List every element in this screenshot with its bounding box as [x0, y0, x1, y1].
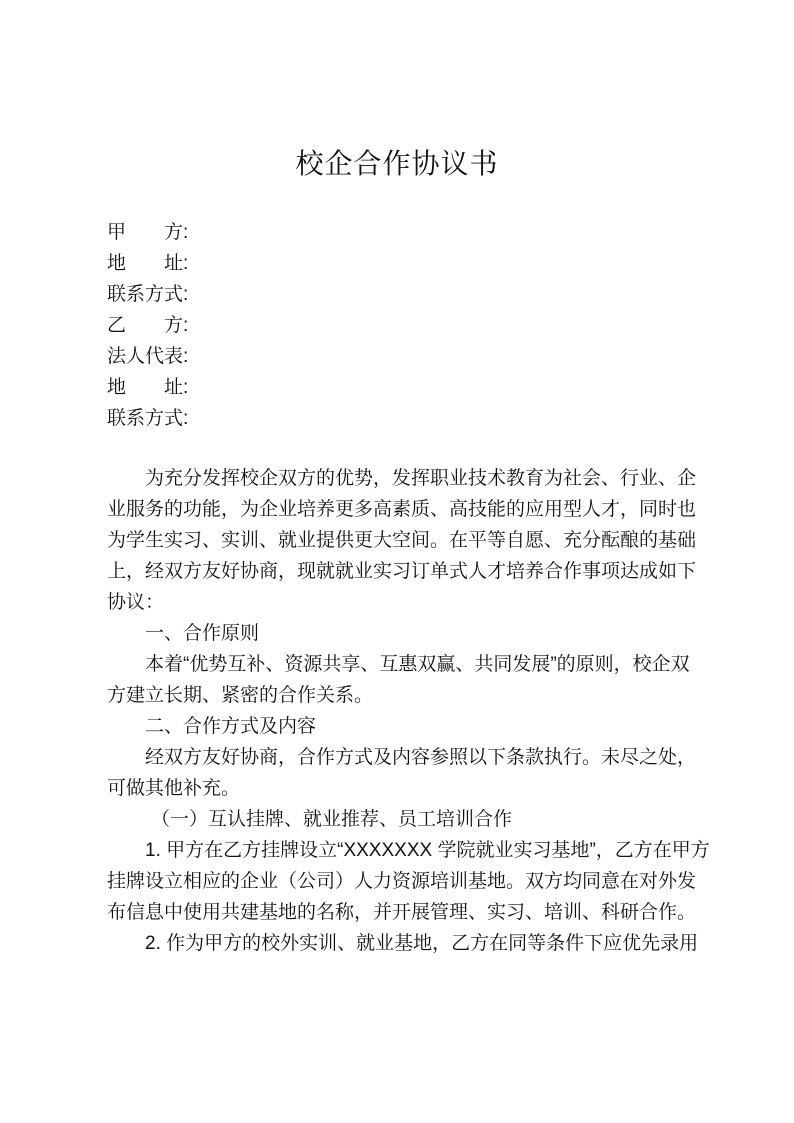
paragraph-line: 挂牌设立相应的企业（公司）人力资源培训基地。双方均同意在对外发 — [107, 871, 697, 892]
paragraph-line: 上，经双方友好协商，现就就业实习订单式人才培养合作事项达成如下 — [107, 561, 697, 582]
field-contact-a: 联系方式 : — [107, 284, 189, 305]
field-party-b: 乙方 : — [107, 315, 189, 336]
field-party-a: 甲方 : — [107, 222, 189, 243]
field-legal-rep: 法人代表 : — [107, 346, 189, 367]
party-info-fields — [107, 217, 188, 434]
paragraph-line: 方建立长期、紧密的合作关系。 — [107, 685, 374, 706]
paragraph-line: 本着“优势互补、资源共享、互惠双赢、共同发展”的原则，校企双 — [145, 654, 690, 675]
paragraph-line: 业服务的功能，为企业培养更多高素质、高技能的应用型人才，同时也 — [107, 499, 697, 520]
section-heading: 二、合作方式及内容 — [145, 716, 317, 737]
paragraph-line: 协议： — [107, 592, 165, 613]
field-contact-b: 联系方式 : — [107, 408, 189, 429]
document-title: 校企合作协议书 — [295, 148, 499, 179]
paragraph-line: 可做其他补充。 — [107, 778, 241, 799]
paragraph-line: 经双方友好协商，合作方式及内容参照以下条款执行。未尽之处， — [145, 747, 697, 768]
subsection-heading: （一）互认挂牌、就业推荐、员工培训合作 — [151, 809, 513, 830]
field-address-a: 地址 : — [107, 253, 189, 274]
paragraph-line: 为学生实习、实训、就业提供更大空间。在平等自愿、充分酝酿的基础 — [107, 530, 697, 551]
document-body — [107, 463, 710, 959]
paragraph-line: 布信息中使用共建基地的名称，并开展管理、实习、培训、科研合作。 — [107, 902, 697, 923]
paragraph-line: 2. 作为甲方的校外实训、就业基地，乙方在同等条件下应优先录用 — [145, 933, 699, 954]
paragraph-line: 1. 甲方在乙方挂牌设立“XXXXXXX 学院就业实习基地”，乙方在甲方 — [145, 840, 710, 861]
paragraph-line: 为充分发挥校企双方的优势，发挥职业技术教育为社会、行业、企 — [145, 468, 697, 489]
section-heading: 一、合作原则 — [145, 623, 260, 644]
field-address-b: 地址 : — [107, 377, 189, 398]
